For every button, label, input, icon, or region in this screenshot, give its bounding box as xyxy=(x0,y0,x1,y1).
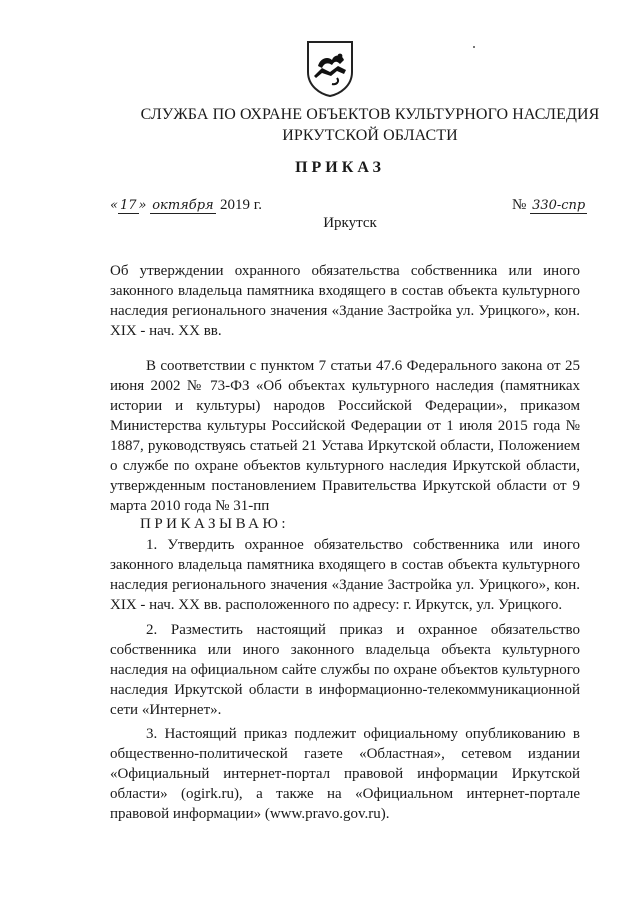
date-open-quote: « xyxy=(110,198,118,213)
order-item-2: 2. Разместить настоящий приказ и охранное обязательство собственника или иного законного владельца объекта культурного наследия на официальном сайте службы по охране объектов культурного наследия Иркутской области в информационно-телекоммуникационной сети «Интернет». xyxy=(110,622,580,718)
number-value: 330-спр xyxy=(532,198,586,213)
organization-name-line2: ИРКУТСКОЙ ОБЛАСТИ xyxy=(282,127,458,144)
order-item-3: 3. Настоящий приказ подлежит официальному опубликованию в общественно-политической газете «Областная», сетевом издании «Официальный интернет-портал правовой информации Иркутской области» (ogirk.ru), а также на «Официальном интернет-портале правовой информации» (www.pravo.gov.ru). xyxy=(110,726,580,822)
number-prefix: № xyxy=(512,197,527,213)
date-close-quote: » xyxy=(138,198,147,213)
scan-speck xyxy=(473,46,475,48)
organization-name-line1: СЛУЖБА ПО ОХРАНЕ ОБЪЕКТОВ КУЛЬТУРНОГО НАСЛЕДИЯ xyxy=(140,106,600,123)
document-type-title: ПРИКАЗ xyxy=(295,159,385,176)
document-date xyxy=(110,197,262,214)
date-month: октября xyxy=(150,199,216,214)
coat-of-arms-icon xyxy=(304,38,356,98)
document-subject: Об утверждении охранного обязательства собственника или иного законного владельца памятника входящего в состав объекта культурного наследия регионального значения «Здание Застройка ул. Урицкого», кон. XIX - нач. XX вв. xyxy=(110,263,580,339)
legal-basis-paragraph: В соответствии с пунктом 7 статьи 47.6 Федерального закона от 25 июня 2002 № 73-ФЗ «Об объектах культурного наследия (памятниках истории и культуры) народов Российской Федерации», приказом Министерства культуры Российской Федерации от 1 июля 2015 года № 1887, руководствуясь статьей 21 Устава Иркутской области, Положением о службе по охране объектов культурного наследия Иркутской области, утвержденным постановлением Правительства Иркутской области от 9 марта 2010 года № 31-пп xyxy=(110,358,580,514)
document-city: Иркутск xyxy=(323,215,377,231)
date-day: 17 xyxy=(119,198,137,213)
order-heading: ПРИКАЗЫВАЮ: xyxy=(140,516,290,532)
date-year: 2019 г. xyxy=(219,197,262,213)
order-item-1: 1. Утвердить охранное обязательство собственника или иного законного владельца памятника входящего в состав объекта культурного наследия регионального значения «Здание Застройка ул. Урицкого», кон. XIX - нач. XX вв. расположенного по адресу: г. Иркутск, ул. Урицкого. xyxy=(110,537,580,613)
document-number xyxy=(512,197,587,214)
